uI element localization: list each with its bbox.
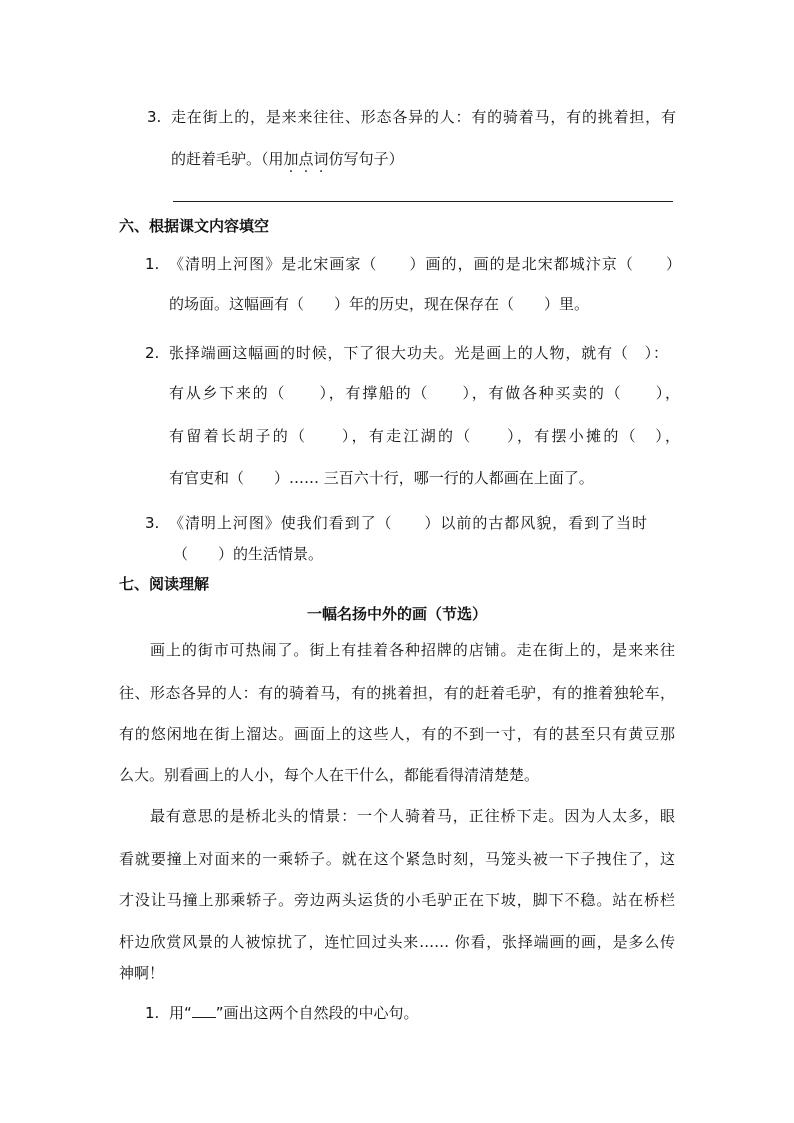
underline-sample bbox=[192, 1005, 216, 1018]
s6-q1-number: 1. bbox=[145, 255, 160, 273]
dotted-char: 词 bbox=[313, 150, 329, 168]
s6-q2-line2: 有从乡下来的（ ），有撑船的（ ），有做各种买卖的（ ）， bbox=[169, 384, 680, 402]
passage-p2-line2: 看就要撞上对面来的一乘轿子。就在这个紧急时刻，马笼头被一下子拽住了，这 bbox=[119, 850, 675, 868]
passage-p1-line4: 么大。别看画上的人小，每个人在干什么，都能看得清清楚楚。 bbox=[119, 766, 540, 784]
s6-q3-line2: （ ）的生活情景。 bbox=[173, 545, 324, 563]
answer-line bbox=[173, 201, 673, 202]
passage-p2-line1: 最有意思的是桥北头的情景：一个人骑着马，正往桥下走。因为人太多，眼 bbox=[150, 807, 675, 825]
s6-q2-line1: 张择端画这幅画的时候，下了很大功夫。光是画上的人物，就有（ ）： bbox=[169, 344, 668, 362]
s7-q1-post: ”画出这两个自然段的中心句。 bbox=[215, 1004, 419, 1022]
s6-q3-line1: 《清明上河图》使我们看到了（ ）以前的古都风貌，看到了当时 bbox=[169, 514, 647, 532]
passage-p2-line3: 才没让马撞上那乘轿子。旁边两头运货的小毛驴正在下坡，脚下不稳。站在桥栏 bbox=[119, 891, 675, 909]
dotted-char: 加 bbox=[283, 150, 299, 168]
q5-3-number: 3. bbox=[147, 108, 162, 126]
passage-p2-line4: 杆边欣赏风景的人被惊扰了，连忙回过头来…… 你看，张择端画的画，是多么传 bbox=[119, 933, 675, 951]
passage-p1-line1: 画上的街市可热闹了。街上有挂着各种招牌的店铺。走在街上的，是来来往 bbox=[150, 641, 675, 659]
section-6-heading: 六、根据课文内容填空 bbox=[119, 217, 270, 235]
s6-q3-number: 3. bbox=[145, 514, 160, 532]
q5-3-dotted-words bbox=[284, 150, 329, 168]
s6-q2-line3: 有留着长胡子的（ ），有走江湖的（ ），有摆小摊的（ ）， bbox=[169, 427, 680, 445]
s6-q2-line4: 有官吏和（ ）…… 三百六十行，哪一行的人都画在上面了。 bbox=[169, 469, 594, 487]
q5-3-line2-post: 仿写句子） bbox=[328, 150, 404, 168]
passage-title: 一幅名扬中外的画（节选） bbox=[306, 605, 487, 623]
passage-p2-line5: 神啊！ bbox=[119, 964, 165, 982]
q5-3-line2-pre: 的赶着毛驴。（用 bbox=[171, 150, 284, 168]
section-7-heading: 七、阅读理解 bbox=[119, 575, 210, 593]
dotted-char: 点 bbox=[298, 150, 314, 168]
s7-q1-number: 1. bbox=[145, 1004, 160, 1022]
q5-3-line1: 走在街上的，是来来往往、形态各异的人：有的骑着马，有的挑着担，有 bbox=[171, 108, 676, 126]
s6-q2-number: 2. bbox=[145, 344, 160, 362]
passage-p1-line3: 有的悠闲地在街上溜达。画面上的这些人，有的不到一寸，有的甚至只有黄豆那 bbox=[119, 725, 675, 743]
s6-q1-line2: 的场面。这幅画有（ ）年的历史，现在保存在（ ）里。 bbox=[169, 295, 590, 313]
q5-3-line2 bbox=[171, 149, 404, 169]
passage-p1-line2: 往、形态各异的人：有的骑着马，有的挑着担，有的赶着毛驴，有的推着独轮车， bbox=[119, 684, 675, 702]
s7-q1-pre: 用“ bbox=[169, 1004, 192, 1022]
s6-q1-line1: 《清明上河图》是北宋画家（ ）画的，画的是北宋都城汴京（ ） bbox=[169, 255, 681, 273]
s7-q1-text bbox=[169, 1003, 419, 1023]
